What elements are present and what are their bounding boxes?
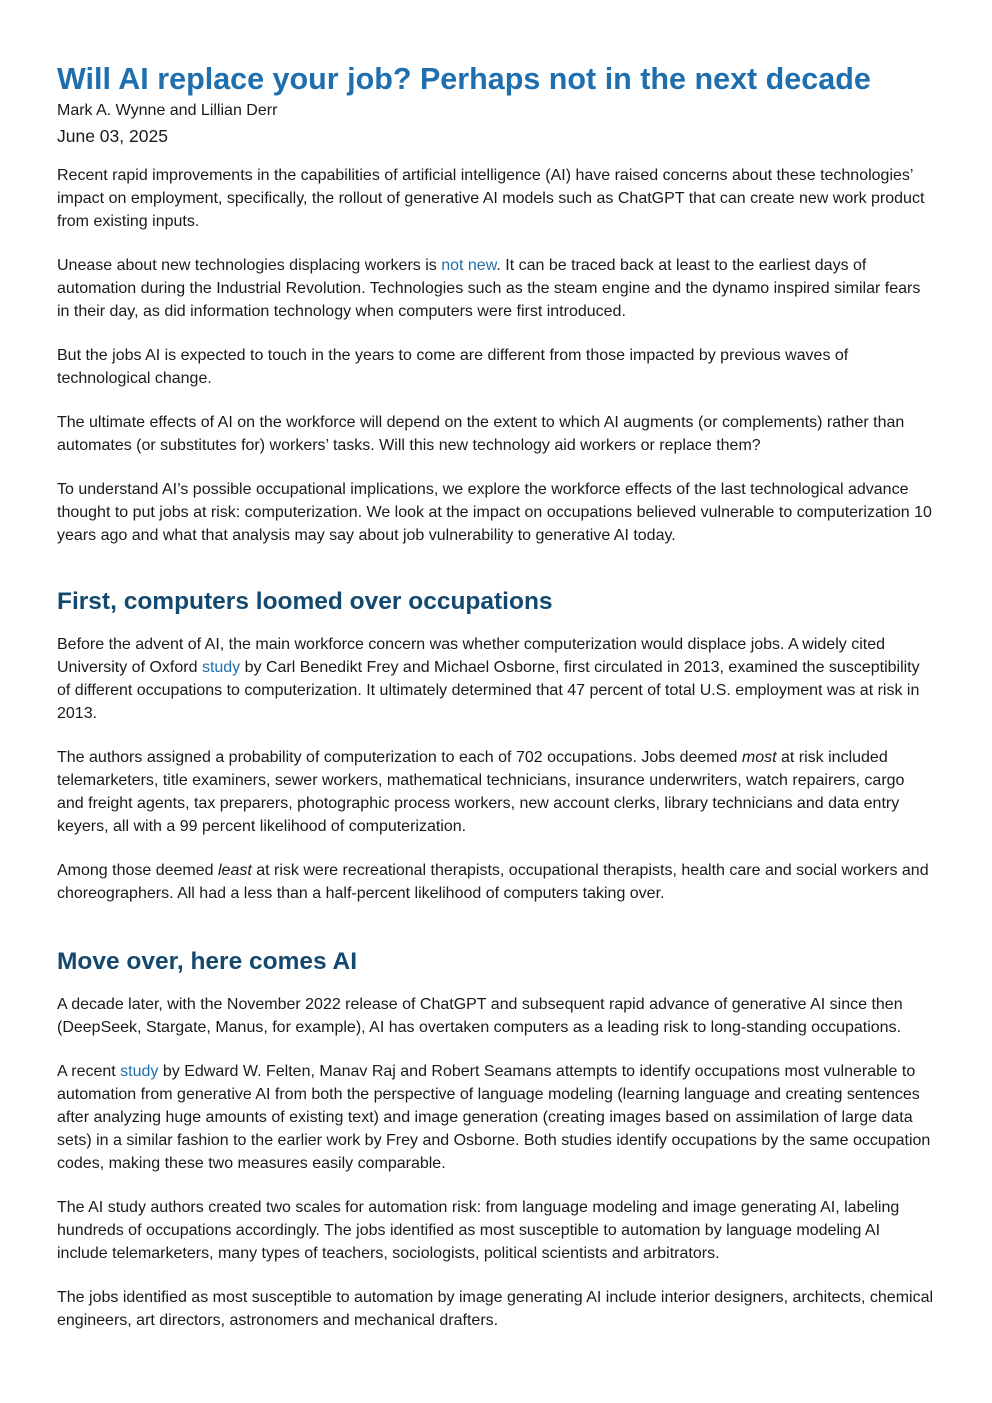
intro-paragraph-2-text-b: . It can be traced back at least to the earliest days of automation during the Industrial Revolution. Technologies such as the steam engine and the dynamo inspired similar fears in their day, as did information technology when computers were first introduced. <box>57 257 921 320</box>
intro-paragraph-1: Recent rapid improvements in the capabilities of artificial intelligence (AI) have raised concerns about these technologies’ impact on employment, specifically, the rollout of generative AI models such as ChatGPT that can create new work product from existing inputs. <box>57 167 925 230</box>
section2-paragraph-2-text-a: A recent <box>57 1063 121 1080</box>
oxford-study-link[interactable]: study <box>201 659 241 676</box>
article-title: Will AI replace your job? Perhaps not in the next decade <box>57 62 871 96</box>
article-authors: Mark A. Wynne and Lillian Derr <box>57 102 278 119</box>
intro-paragraph-4: The ultimate effects of AI on the workforce will depend on the extent to which AI augments (or complements) rather than automates (or substitutes for) workers’ tasks. Will this new technology aid workers or replace them? <box>57 414 905 454</box>
section1-paragraph-2 <box>57 746 935 838</box>
section1-paragraph-1-text-b: by Carl Benedikt Frey and Michael Osborne, first circulated in 2013, examined the susceptibility of different occupations to computerization. It ultimately determined that 47 percent of total U.S. employment was at risk in 2013. <box>57 659 920 722</box>
section1-paragraph-2-text-a: The authors assigned a probability of computerization to each of 702 occupations. Jobs deemed <box>57 749 742 766</box>
section1-paragraph-3-text-b: at risk were recreational therapists, occupational therapists, health care and social workers and choreographers. All had a less than a half-percent likelihood of computers taking over. <box>57 862 929 902</box>
section2-paragraph-2-text-b: by Edward W. Felten, Manav Raj and Robert Seamans attempts to identify occupations most vulnerable to automation from generative AI from both the perspective of language modeling (learning language and creating sentences after analyzing huge amounts of existing text) and image generation (creating images based on assimilation of large data sets) in a similar fashion to the earlier work by Frey and Osborne. Both studies identify occupations by the same occupation codes, making these two measures easily comparable. <box>57 1063 931 1172</box>
section1-paragraph-1 <box>57 633 935 725</box>
section1-paragraph-3 <box>57 859 935 905</box>
article-date: June 03, 2025 <box>57 126 168 146</box>
section2-paragraph-3: The AI study authors created two scales for automation risk: from language modeling and image generating AI, labeling hundreds of occupations accordingly. The jobs identified as most susceptible to automation by language modeling AI include telemarketers, many types of teachers, sociologists, political scientists and arbitrators. <box>57 1199 900 1262</box>
section1-paragraph-2-text-b: at risk included telemarketers, title examiners, sewer workers, mathematical technicians, insurance underwriters, watch repairers, cargo and freight agents, tax preparers, photographic process workers, new account clerks, library technicians and data entry keyers, all with a 99 percent likelihood of computerization. <box>57 749 905 835</box>
intro-paragraph-2 <box>57 254 935 323</box>
section-heading-ai: Move over, here comes AI <box>57 948 358 975</box>
intro-paragraph-3: But the jobs AI is expected to touch in the years to come are different from those impacted by previous waves of technological change. <box>57 347 849 387</box>
section1-paragraph-3-text-a: Among those deemed <box>57 862 218 879</box>
emphasis-most: most <box>741 749 777 766</box>
article-body <box>57 164 935 1332</box>
section-heading-computers: First, computers loomed over occupations <box>57 588 553 615</box>
section2-paragraph-2 <box>57 1060 935 1175</box>
ai-study-link[interactable]: study <box>120 1063 159 1080</box>
intro-paragraph-2-text-a: Unease about new technologies displacing workers is <box>57 257 442 274</box>
intro-paragraph-5: To understand AI’s possible occupational implications, we explore the workforce effects of the last technological advance thought to put jobs at risk: computerization. We look at the impact on occupations believed vulnerable to computerization 10 years ago and what that analysis may say about job vulnerability to generative AI today. <box>57 481 932 544</box>
section1-paragraph-1-text-a: Before the advent of AI, the main workforce concern was whether computerization would displace jobs. A widely cited University of Oxford <box>57 636 885 676</box>
section2-paragraph-1: A decade later, with the November 2022 release of ChatGPT and subsequent rapid advance of generative AI since then (DeepSeek, Stargate, Manus, for example), AI has overtaken computers as a leading risk to long-standing occupations. <box>57 996 903 1036</box>
not-new-link[interactable]: not new <box>441 257 497 274</box>
section2-paragraph-4: The jobs identified as most susceptible to automation by image generating AI include interior designers, architects, chemical engineers, art directors, astronomers and mechanical drafters. <box>57 1289 934 1329</box>
emphasis-least: least <box>218 862 252 879</box>
